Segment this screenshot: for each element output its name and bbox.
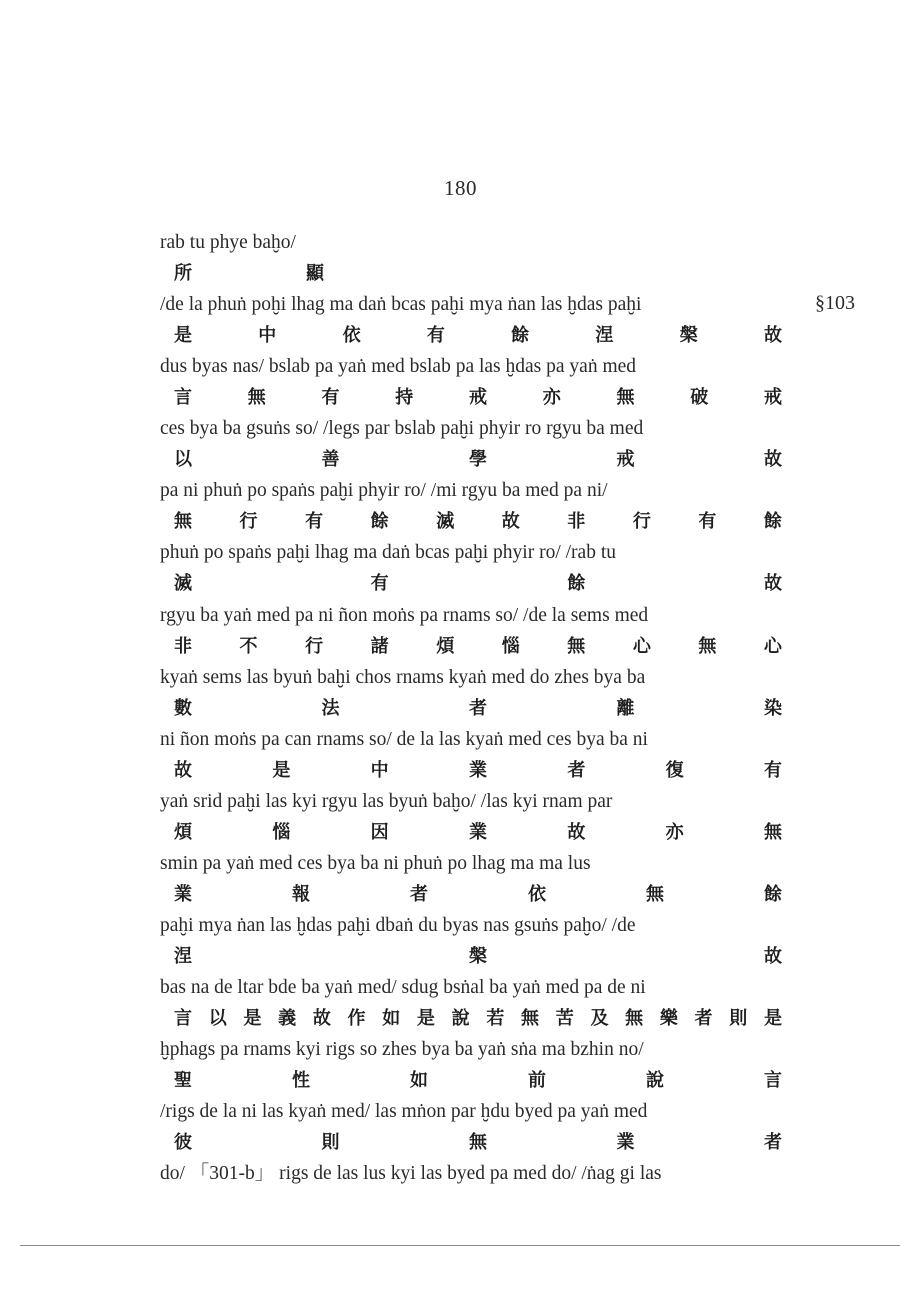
chinese-character: 是: [272, 759, 291, 781]
tibetan-line: phuṅ po spaṅs paḫi lhag ma daṅ bcas paḫi phyir ro/ /rab tu: [160, 542, 616, 564]
chinese-character: 涅: [174, 946, 192, 968]
chinese-character: 無: [616, 387, 635, 409]
chinese-character: 有: [426, 325, 445, 347]
chinese-character: 樂: [659, 1008, 678, 1030]
chinese-gloss-line: [174, 259, 324, 289]
chinese-character: 者: [469, 697, 487, 719]
line-pair: [160, 725, 796, 787]
chinese-character: 戒: [469, 387, 487, 409]
chinese-character: 業: [174, 883, 192, 905]
chinese-character: 煩: [174, 821, 192, 843]
chinese-character: 說: [451, 1008, 470, 1030]
chinese-character: 業: [616, 1132, 635, 1154]
chinese-character: 餘: [567, 573, 586, 595]
tibetan-line: dus byas nas/ bslab pa yaṅ med bslab pa las ḫdas pa yaṅ med: [160, 356, 637, 378]
chinese-character: 故: [312, 1008, 331, 1030]
chinese-character: 無: [698, 635, 717, 657]
chinese-character: 者: [694, 1008, 713, 1030]
tibetan-line: do/ 「301-b」 rigs de las lus kyi las byed pa med do/ /ṅag gi las: [160, 1163, 662, 1185]
tibetan-line: bas na de ltar bde ba yaṅ med/ sdug bsṅal ba yaṅ med pa de ni: [160, 977, 646, 999]
chinese-character: 言: [174, 387, 192, 409]
chinese-character: 者: [567, 759, 586, 781]
chinese-character: 及: [590, 1008, 609, 1030]
chinese-character: 報: [292, 883, 310, 905]
line-pair: [160, 787, 796, 849]
line-pair: [160, 352, 796, 414]
chinese-character: 業: [468, 759, 487, 781]
chinese-gloss-line: [174, 445, 782, 475]
chinese-character: 餘: [511, 325, 530, 347]
chinese-character: 亦: [665, 821, 684, 843]
tibetan-line: yaṅ srid paḫi las kyi rgyu las byuṅ baḫo/ /las kyi rnam par: [160, 790, 613, 812]
chinese-character: 餘: [370, 511, 389, 533]
chinese-character: 槃: [679, 325, 698, 347]
chinese-character: 故: [174, 759, 192, 781]
chinese-character: 故: [764, 449, 782, 471]
section-mark: §103: [815, 292, 855, 314]
chinese-character: 則: [321, 1132, 340, 1154]
chinese-character: 諸: [370, 635, 389, 657]
chinese-character: 數: [174, 697, 192, 719]
text-block: [160, 228, 796, 1222]
chinese-character: 若: [486, 1008, 505, 1030]
chinese-character: 依: [342, 325, 361, 347]
chinese-character: 中: [370, 759, 389, 781]
chinese-character: 是: [416, 1008, 435, 1030]
chinese-character: 心: [632, 635, 651, 657]
chinese-character: 者: [764, 1132, 782, 1154]
chinese-character: 有: [698, 511, 717, 533]
chinese-character: 作: [347, 1008, 366, 1030]
chinese-character: 無: [625, 1008, 644, 1030]
chinese-character: 亦: [542, 387, 561, 409]
tibetan-line: paḫi mya ṅan las ḫdas paḫi dbaṅ du byas nas gsuṅs paḫo/ /de: [160, 915, 636, 937]
line-pair: [160, 663, 796, 725]
chinese-character: 聖: [174, 1070, 192, 1092]
line-pair: [160, 414, 796, 476]
chinese-character: 惱: [272, 821, 291, 843]
chinese-character: 行: [305, 635, 324, 657]
chinese-character: 顯: [306, 263, 324, 284]
chinese-character: 戒: [764, 387, 782, 409]
chinese-character: 業: [468, 821, 487, 843]
chinese-character: 如: [382, 1008, 401, 1030]
chinese-character: 中: [258, 325, 277, 347]
chinese-character: 無: [567, 635, 586, 657]
chinese-character: 不: [239, 635, 258, 657]
chinese-character: 彼: [174, 1132, 192, 1154]
chinese-character: 槃: [469, 946, 487, 968]
chinese-character: 行: [632, 511, 651, 533]
chinese-character: 有: [763, 759, 782, 781]
chinese-character: 是: [174, 325, 192, 347]
tibetan-line: /rigs de la ni las kyaṅ med/ las mṅon par ḫdu byed pa yaṅ med: [160, 1101, 648, 1123]
chinese-gloss-line: [174, 1128, 782, 1158]
chinese-character: 有: [370, 573, 389, 595]
tibetan-line: pa ni phuṅ po spaṅs paḫi phyir ro/ /mi rgyu ba med pa ni/: [160, 480, 608, 502]
chinese-character: 非: [174, 635, 192, 657]
chinese-character: 學: [469, 449, 487, 471]
chinese-character: 故: [567, 821, 586, 843]
chinese-character: 法: [321, 697, 340, 719]
chinese-gloss-line: [174, 694, 782, 724]
line-pair: [160, 849, 796, 911]
chinese-gloss-line: [174, 569, 782, 599]
tibetan-line: kyaṅ sems las byuṅ baḫi chos rnams kyaṅ med do zhes bya ba: [160, 666, 646, 688]
chinese-character: 故: [764, 946, 782, 968]
chinese-character: 無: [247, 387, 266, 409]
page-number: 180: [444, 176, 477, 200]
chinese-character: 離: [616, 697, 635, 719]
chinese-character: 煩: [436, 635, 455, 657]
tibetan-line: ni ñon moṅs pa can rnams so/ de la las kyaṅ med ces bya ba ni: [160, 728, 648, 750]
line-pair: [160, 911, 796, 973]
line-pair: [160, 1035, 796, 1097]
tibetan-line: ḫphags pa rnams kyi rigs so zhes bya ba yaṅ sṅa ma bzhin no/: [160, 1039, 644, 1061]
chinese-character: 心: [763, 635, 782, 657]
chinese-character: 性: [292, 1070, 310, 1092]
line-pair: [160, 1159, 796, 1221]
tibetan-line: smin pa yaṅ med ces bya ba ni phuṅ po lhag ma ma lus: [160, 852, 591, 874]
chinese-character: 持: [395, 387, 414, 409]
chinese-gloss-line: [174, 1004, 782, 1034]
chinese-character: 涅: [595, 325, 614, 347]
line-pair: [160, 1097, 796, 1159]
chinese-gloss-line: [174, 383, 782, 413]
chinese-character: 無: [646, 883, 664, 905]
chinese-character: 是: [243, 1008, 262, 1030]
chinese-character: 言: [764, 1070, 782, 1092]
chinese-character: 是: [763, 1008, 782, 1030]
chinese-gloss-line: [174, 818, 782, 848]
chinese-character: 言: [174, 1008, 192, 1030]
chinese-character: 因: [370, 821, 389, 843]
tibetan-line: rab tu phye baḫo/: [160, 232, 296, 253]
chinese-character: 無: [521, 1008, 540, 1030]
chinese-character: 滅: [436, 511, 455, 533]
chinese-character: 滅: [174, 573, 192, 595]
line-pair: [160, 601, 796, 663]
chinese-character: 破: [690, 387, 709, 409]
chinese-character: 無: [174, 511, 192, 533]
line-pair: [160, 476, 796, 538]
chinese-gloss-line: [174, 1066, 782, 1096]
chinese-character: 故: [501, 511, 520, 533]
line-pair: [160, 973, 796, 1035]
chinese-character: 行: [239, 511, 258, 533]
chinese-character: 者: [410, 883, 428, 905]
chinese-gloss-line: [174, 321, 782, 351]
chinese-gloss-line: [174, 632, 782, 662]
chinese-character: 依: [528, 883, 546, 905]
chinese-character: 如: [410, 1070, 428, 1092]
chinese-character: 染: [764, 697, 782, 719]
chinese-character: 故: [763, 325, 782, 347]
chinese-character: 義: [278, 1008, 297, 1030]
chinese-character: 前: [528, 1070, 546, 1092]
chinese-character: 復: [665, 759, 684, 781]
chinese-character: 餘: [763, 511, 782, 533]
chinese-character: 無: [763, 821, 782, 843]
tibetan-line: rgyu ba yaṅ med pa ni ñon moṅs pa rnams so/ /de la sems med: [160, 604, 649, 626]
chinese-gloss-line: [174, 507, 782, 537]
chinese-character: 故: [763, 573, 782, 595]
chinese-gloss-line: [174, 942, 782, 972]
chinese-character: 非: [567, 511, 586, 533]
chinese-character: 無: [469, 1132, 487, 1154]
line-pair: [160, 538, 796, 600]
chinese-character: 惱: [501, 635, 520, 657]
tibetan-line: /de la phuṅ poḫi lhag ma daṅ bcas paḫi mya ṅan las ḫdas paḫi: [160, 294, 642, 316]
footer-rule: [20, 1245, 900, 1246]
chinese-gloss-line: [174, 880, 782, 910]
line-pair: [160, 228, 796, 290]
chinese-character: 以: [208, 1008, 227, 1030]
chinese-character: 則: [729, 1008, 748, 1030]
chinese-character: 苦: [555, 1008, 574, 1030]
chinese-character: 所: [174, 263, 192, 284]
chinese-character: 善: [321, 449, 340, 471]
chinese-character: 以: [174, 449, 192, 471]
chinese-character: 戒: [616, 449, 635, 471]
chinese-character: 餘: [764, 883, 782, 905]
chinese-gloss-line: [174, 756, 782, 786]
chinese-character: 有: [321, 387, 340, 409]
tibetan-line: ces bya ba gsuṅs so/ /legs par bslab paḫi phyir ro rgyu ba med: [160, 418, 644, 440]
line-pair: [160, 290, 796, 352]
chinese-character: 說: [646, 1070, 664, 1092]
chinese-character: 有: [305, 511, 324, 533]
